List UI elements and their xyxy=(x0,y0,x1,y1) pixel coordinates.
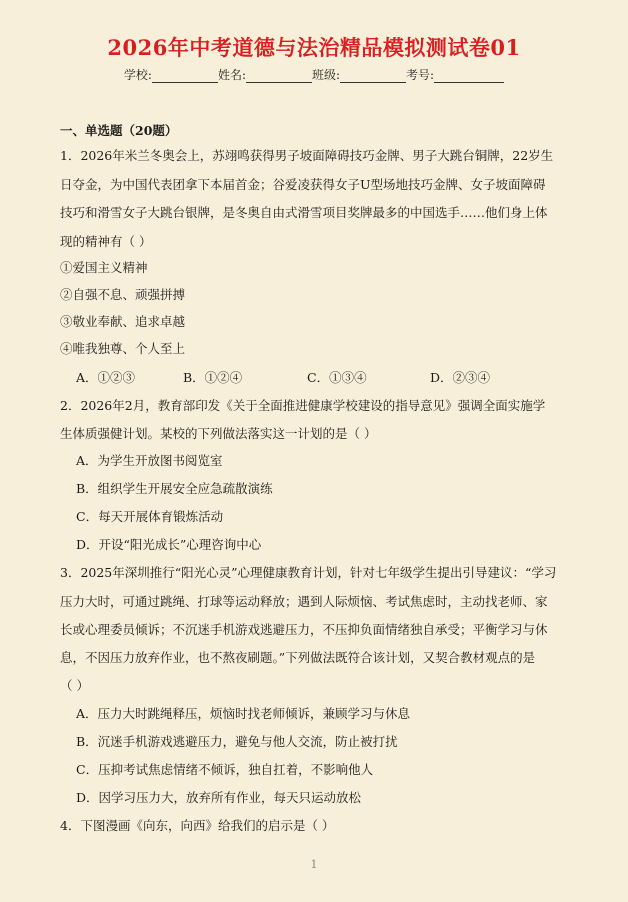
q3-option-c[interactable]: C．压抑考试焦虑情绪不倾诉，独自扛着，不影响他人 xyxy=(76,762,374,777)
q1-item: ④唯我独尊、个人至上 xyxy=(60,341,186,356)
q1-line: 日夺金，为中国代表团拿下本届首金；谷爱凌获得女子U型场地技巧金牌、女子坡面障碍 xyxy=(60,177,546,192)
q1-item: ②自强不息、顽强拼搏 xyxy=(60,287,186,302)
q2-option-c[interactable]: C．每天开展体育锻炼活动 xyxy=(76,509,224,524)
student-info-line xyxy=(0,66,628,83)
q2-option-b[interactable]: B．组织学生开展安全应急疏散演练 xyxy=(76,481,273,496)
number-label: 考号: xyxy=(406,68,435,82)
name-label: 姓名: xyxy=(217,68,246,82)
q1-item: ③敬业奉献、追求卓越 xyxy=(60,314,186,329)
q2-option-a[interactable]: A．为学生开放图书阅览室 xyxy=(76,453,223,468)
q3-line: 长或心理委员倾诉；不沉迷手机游戏逃避压力，不压抑负面情绪独自承受；平衡学习与休 xyxy=(60,622,548,637)
class-blank[interactable] xyxy=(340,70,406,83)
q2-line: 生体质强健计划。某校的下列做法落实这一计划的是（ ） xyxy=(60,426,377,441)
q2-option-d[interactable]: D．开设“阳光成长”心理咨询中心 xyxy=(76,537,262,552)
choice-b[interactable]: B．①②④ xyxy=(183,370,243,385)
page-number: 1 xyxy=(310,858,318,871)
q2-line: 2．2026年2月，教育部印发《关于全面推进健康学校建设的指导意见》强调全面实施学 xyxy=(60,398,546,413)
q1-line: 1．2026年米兰冬奥会上，苏翊鸣获得男子坡面障碍技巧金牌、男子大跳台铜牌，22岁生 xyxy=(60,148,554,163)
q1-line: 技巧和滑雪女子大跳台银牌，是冬奥自由式滑雪项目奖牌最多的中国选手……他们身上体 xyxy=(60,205,548,220)
q3-line: 息，不因压力放弃作业，也不熬夜刷题。”下列做法既符合该计划，又契合教材观点的是 xyxy=(60,650,536,665)
number-blank[interactable] xyxy=(434,70,504,83)
q3-option-a[interactable]: A．压力大时跳绳释压，烦恼时找老师倾诉，兼顾学习与休息 xyxy=(76,706,411,721)
school-label: 学校: xyxy=(123,68,152,82)
q3-option-d[interactable]: D．因学习压力大，放弃所有作业，每天只运动放松 xyxy=(76,790,362,805)
page-title: 2026年中考道德与法治精品模拟测试卷01 xyxy=(107,35,521,60)
q4-line: 4．下图漫画《向东，向西》给我们的启示是（ ） xyxy=(60,818,335,833)
section-title: 一、单选题（20题） xyxy=(60,123,178,138)
q1-item: ①爱国主义精神 xyxy=(60,260,148,275)
school-blank[interactable] xyxy=(152,70,218,83)
q3-line: （ ） xyxy=(60,678,89,693)
q3-line: 3．2025年深圳推行“阳光心灵”心理健康教育计划，针对七年级学生提出引导建议：“学习 xyxy=(60,565,557,580)
q3-line: 压力大时，可通过跳绳、打球等运动释放；遇到人际烦恼、考试焦虑时，主动找老师、家 xyxy=(60,594,548,609)
choice-c[interactable]: C．①③④ xyxy=(307,370,367,385)
class-label: 班级: xyxy=(312,68,341,82)
q3-option-b[interactable]: B．沉迷手机游戏逃避压力，避免与他人交流，防止被打扰 xyxy=(76,734,398,749)
name-blank[interactable] xyxy=(246,70,312,83)
choice-d[interactable]: D．②③④ xyxy=(430,370,491,385)
choice-a[interactable]: A．①②③ xyxy=(76,370,136,385)
q1-line: 现的精神有（ ） xyxy=(60,234,152,249)
